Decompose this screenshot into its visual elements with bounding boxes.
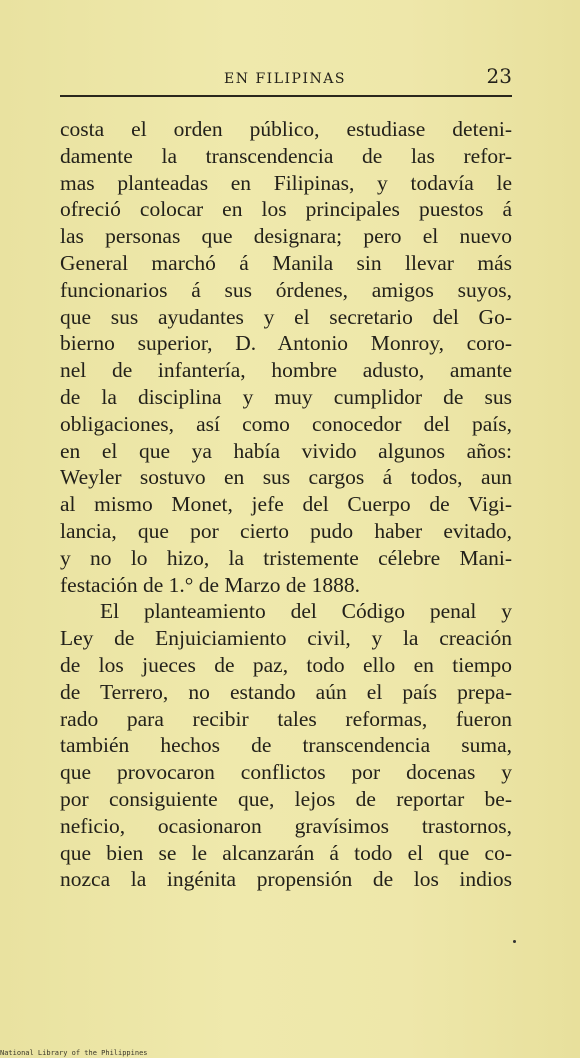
ink-speck — [513, 940, 516, 943]
text-line: mas planteadas en Filipinas, y todavía le — [60, 170, 512, 195]
running-title: EN FILIPINAS — [224, 71, 346, 87]
text-line: que provocaron conflictos por docenas y — [60, 760, 512, 785]
text-line: por consiguiente que, lejos de reportar be- — [60, 786, 512, 811]
text-line: costa el orden público, estudiase deteni- — [60, 117, 512, 141]
text-line: nel de infantería, hombre adusto, amante — [60, 358, 512, 383]
text-line: que sus ayudantes y el secretario del Go- — [60, 304, 512, 329]
text-line: festación de 1.° de Marzo de 1888. — [60, 572, 360, 597]
text-line: ofreció colocar en los principales puestos á — [60, 197, 512, 222]
body-text — [60, 116, 512, 893]
text-line: las personas que designara; pero el nuevo — [60, 224, 512, 249]
text-line: también hechos de transcendencia suma, — [60, 733, 512, 758]
paragraph-start-line: El planteamiento del Código penal y — [100, 599, 512, 624]
text-line: al mismo Monet, jefe del Cuerpo de Vigi- — [60, 492, 512, 517]
page-number: 23 — [486, 64, 512, 88]
footer-credit: National Library of the Philippines — [0, 1049, 148, 1057]
text-line: nozca la ingénita propensión de los indios — [60, 867, 512, 892]
text-line: obligaciones, así como conocedor del país, — [60, 411, 512, 436]
text-line: damente la transcendencia de las refor- — [60, 143, 512, 168]
text-line: y no lo hizo, la tristemente célebre Mani- — [60, 545, 512, 570]
text-line: de los jueces de paz, todo ello en tiempo — [60, 652, 512, 677]
text-line: lancia, que por cierto pudo haber evitado, — [60, 518, 512, 543]
text-line: de la disciplina y muy cumplidor de sus — [60, 384, 512, 409]
header-rule — [60, 95, 512, 97]
text-line: neficio, ocasionaron gravísimos trastornos, — [60, 813, 512, 838]
text-line: Ley de Enjuiciamiento civil, y la creación — [60, 626, 512, 651]
text-line: que bien se le alcanzarán á todo el que co- — [60, 840, 512, 865]
text-line: rado para recibir tales reformas, fueron — [60, 706, 512, 731]
text-line: bierno superior, D. Antonio Monroy, coro- — [60, 331, 512, 356]
text-line: funcionarios á sus órdenes, amigos suyos, — [60, 277, 512, 302]
text-line: de Terrero, no estando aún el país prepa- — [60, 679, 512, 704]
text-line: Weyler sostuvo en sus cargos á todos, aun — [60, 465, 512, 490]
text-line: en el que ya había vivido algunos años: — [60, 438, 512, 463]
text-line: General marchó á Manila sin llevar más — [60, 250, 512, 275]
